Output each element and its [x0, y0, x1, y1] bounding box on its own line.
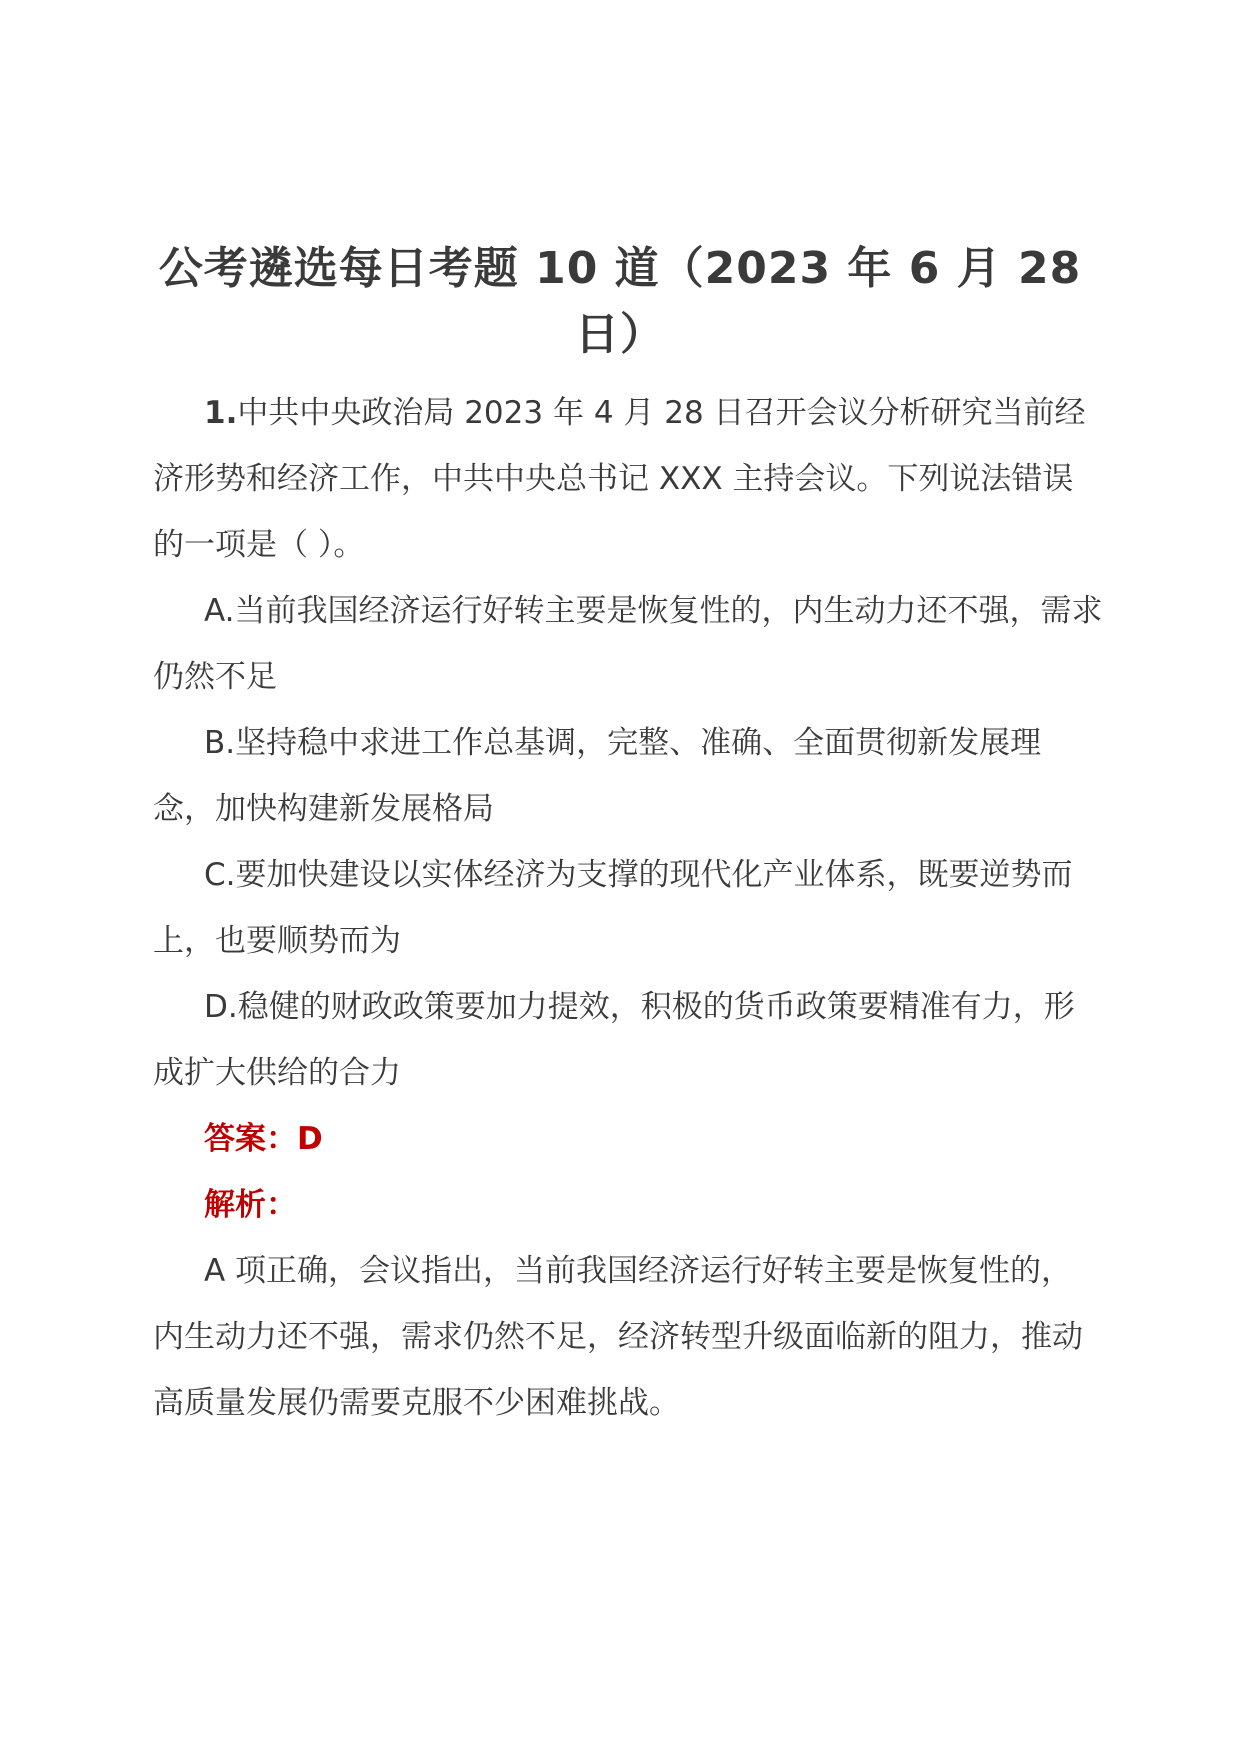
option-d	[153, 974, 1103, 1106]
analysis-paragraph: A 项正确，会议指出，当前我国经济运行好转主要是恢复性的，内生动力还不强，需求仍然不足，经济转型升级面临新的阻力，推动高质量发展仍需要克服不少困难挑战。	[153, 1253, 1083, 1421]
option-c	[153, 842, 1103, 974]
question-text: 中共中央政治局 2023 年 4 月 28 日召开会议分析研究当前经济形势和经济工作，中共中央总书记 XXX 主持会议。下列说法错误的一项是（ ）。	[153, 395, 1086, 563]
answer-line	[153, 1106, 1103, 1172]
option-d-text: 稳健的财政政策要加力提效，积极的货币政策要精准有力，形成扩大供给的合力	[153, 989, 1075, 1091]
option-c-text: 要加快建设以实体经济为支撑的现代化产业体系，既要逆势而上，也要顺势而为	[153, 857, 1073, 959]
analysis-label: 解析：	[204, 1187, 297, 1223]
document-title: 公考遴选每日考题 10 道（2023 年 6 月 28 日）	[158, 243, 1082, 360]
answer-label: 答案：D	[204, 1121, 323, 1157]
option-b-label: B.	[204, 725, 236, 761]
option-a-text: 当前我国经济运行好转主要是恢复性的，内生动力还不强，需求仍然不足	[153, 593, 1103, 695]
option-c-label: C.	[204, 857, 236, 893]
option-a	[153, 578, 1103, 710]
question-block	[153, 380, 1103, 578]
question-number: 1.	[204, 395, 238, 431]
analysis-heading	[153, 1172, 1103, 1238]
option-d-label: D.	[204, 989, 238, 1025]
option-b-text: 坚持稳中求进工作总基调，完整、准确、全面贯彻新发展理念，加快构建新发展格局	[153, 725, 1042, 827]
option-a-label: A.	[204, 593, 235, 629]
option-b	[153, 710, 1103, 842]
